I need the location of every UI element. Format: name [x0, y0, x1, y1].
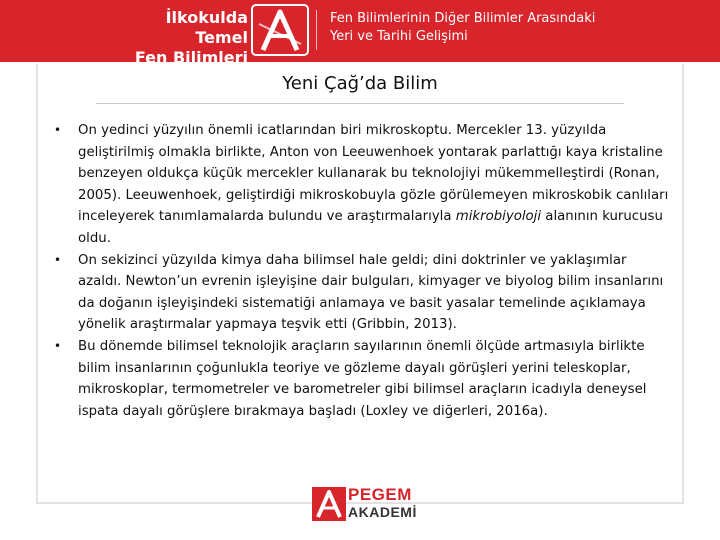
- chapter-title: [330, 10, 710, 46]
- bullet-list: [54, 120, 674, 422]
- bullet-icon: •: [54, 123, 62, 137]
- a-letter-logo-icon: [251, 4, 309, 56]
- bullet-text: [78, 120, 674, 250]
- bullet-text: Bu dönemde bilimsel teknolojik araçların sayılarının önemli ölçüde artmasıyla birlikte bilim insanlarının çoğunlukla teoriye ve gözleme dayalı görüşleri yerini teleskoplar, mikroskoplar, termometreler ve barometreler gibi bilimsel araçların icadıyla deneysel ispata dayalı görüşlere bırakmaya başladı (Loxley ve diğerleri, 2016a).: [78, 338, 647, 419]
- list-item: [54, 250, 674, 336]
- list-item: [54, 336, 674, 422]
- title-divider: [96, 103, 624, 104]
- bullet-text: On sekizinci yüzyılda kimya daha bilimsel hale geldi; dini doktrinler ve yaklaşımlar azaldı. Newton’un evrenin işleyişine dair bulguları, kimyager ve biyolog bilim insanlarını da doğanın işleyişindeki sistematiği anlamaya ve basit yasalar temelinde açıklamaya yönelik araştırmalar yapmaya teşvik etti (Gribbin, 2013).: [78, 252, 664, 333]
- bullet-text-part: alanının kurucusu oldu.: [78, 209, 663, 246]
- list-item: [54, 120, 674, 250]
- bullet-icon: •: [54, 252, 62, 267]
- publisher-name: PEGEM: [348, 485, 412, 504]
- bullet-text-part: On yedinci yüzyılın önemli icatlarından biri mikroskoptu. Mercekler 13. yüzyılda geliştirilmiş olmakla birlikte, Anton von Leeuwenhoek yontarak parlattığı kaya kristaline benzeyen oldukça küçük mercekler kullanarak bu teknolojiyi mükemmelleştirdi (Ronan, 2005). Leeuwenhoek, geliştirdiği mikroskobuyla gözle görülemeyen mikroskobik canlıları inceleyerek tanımlamalarda bulundu ve araştırmalarıyla: [78, 123, 669, 225]
- book-title-line2: Fen Bilimleri: [134, 48, 248, 67]
- chapter-title-line2: Yeri ve Tarihi Gelişimi: [330, 29, 468, 44]
- book-title: [110, 8, 248, 68]
- publisher-subname: AKADEMİ: [348, 504, 417, 520]
- pegem-logo-icon: [312, 487, 346, 521]
- book-title-line1: İlkokulda Temel: [165, 8, 248, 47]
- header-bar: [0, 0, 720, 67]
- header-divider: [316, 10, 317, 50]
- slide-title: Yeni Çağ’da Bilim: [282, 73, 438, 94]
- bullet-italic-term: mikrobiyoloji: [455, 209, 542, 225]
- publisher-logo: [312, 484, 417, 526]
- bullet-icon: •: [54, 338, 62, 353]
- chapter-title-line1: Fen Bilimlerinin Diğer Bilimler Arasındaki: [330, 11, 596, 26]
